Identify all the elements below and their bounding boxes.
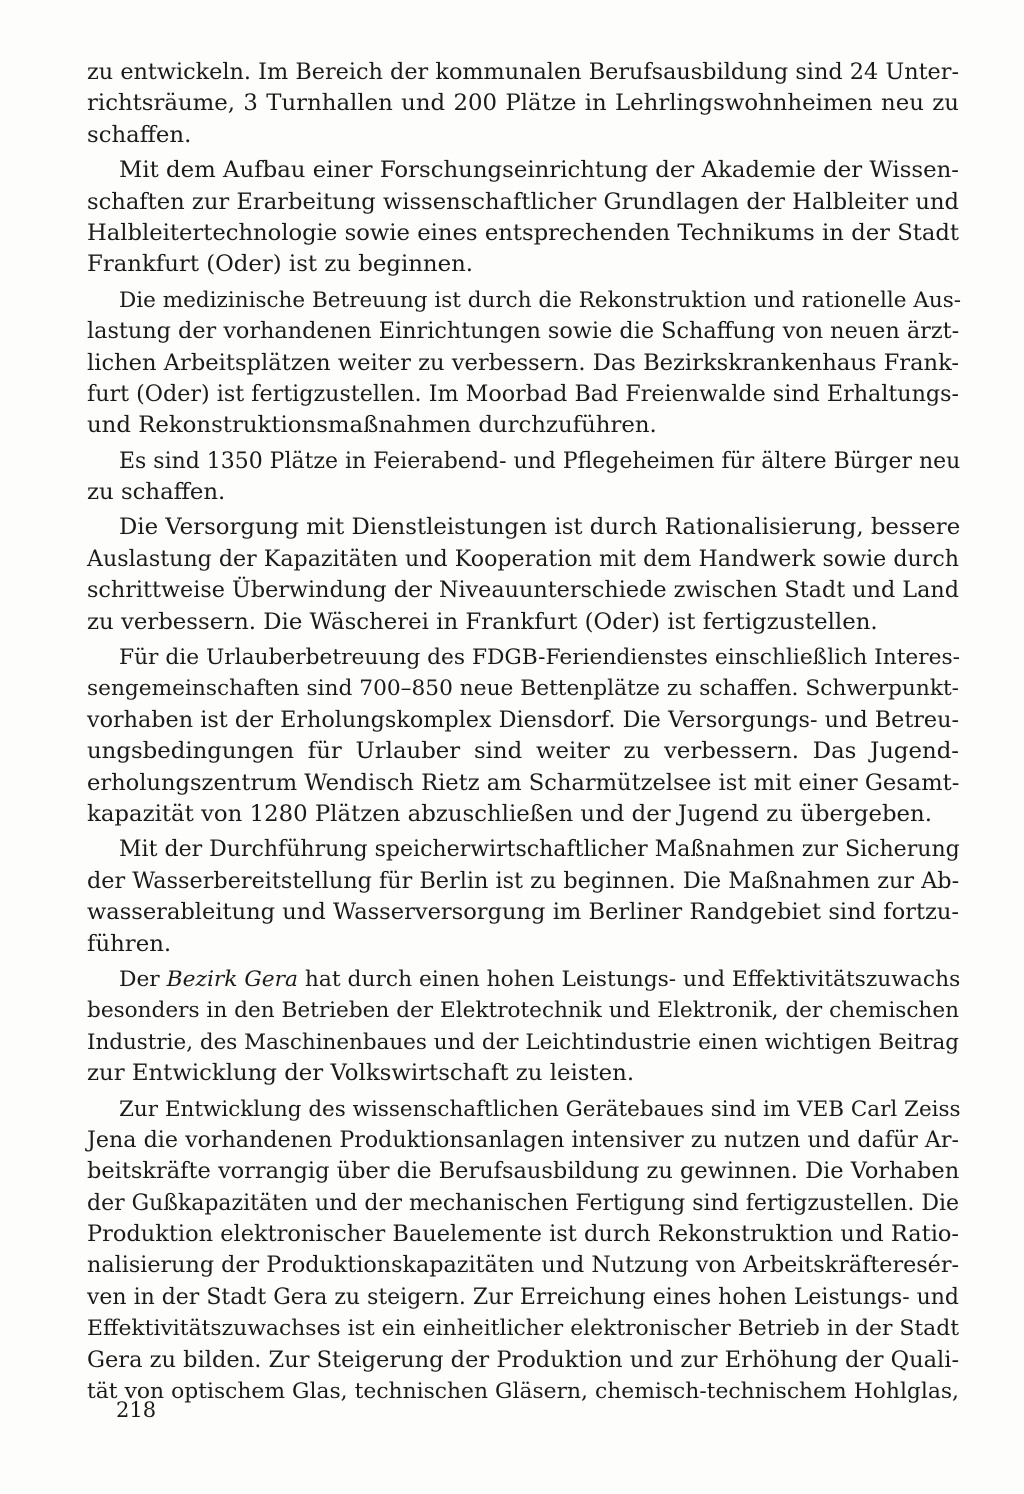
- text-line: Mit der Durchführung speicherwirtschaftlicher Maßnahmen zur Sicherung: [119, 837, 960, 863]
- text-line: besonders in den Betrieben der Elektrotechnik und Elektronik, der chemischen: [87, 998, 959, 1024]
- text-line: der Wasserbereitstellung für Berlin ist zu beginnen. Die Maßnahmen zur Ab-: [87, 867, 960, 894]
- text-line: [87, 964, 959, 995]
- text-line: wasserableitung und Wasserversorgung im Berliner Randgebiet sind fortzu-: [87, 899, 959, 926]
- paragraph: [87, 57, 959, 151]
- text-line: zu schaffen.: [87, 479, 226, 506]
- text-line: Gera zu bilden. Zur Steigerung der Produktion und zur Erhöhung der Quali-: [87, 1346, 960, 1373]
- text-line: vorhaben ist der Erholungskomplex Diensdorf. Die Versorgungs- und Betreu-: [87, 706, 959, 733]
- text-line: zu entwickeln. Im Bereich der kommunalen Berufsausbildung sind 24 Unter-: [87, 59, 959, 85]
- text-line: richtsräume, 3 Turnhallen und 200 Plätze in Lehrlingswohnheimen neu zu: [87, 90, 959, 117]
- text-run: Der: [119, 966, 160, 992]
- text-line: Es sind 1350 Plätze in Feierabend- und Pflegeheimen für ältere Bürger neu: [119, 448, 961, 474]
- text-line: nalisierung der Produktionskapazitäten und Nutzung von Arbeitskräfteresér-: [87, 1252, 959, 1279]
- text-line: zur Entwicklung der Volkswirtschaft zu leisten.: [87, 1060, 635, 1087]
- paragraph: [87, 642, 959, 830]
- paragraph: [87, 446, 959, 509]
- text-line: ven in der Stadt Gera zu steigern. Zur Erreichung eines hohen Leistungs- und: [87, 1284, 959, 1310]
- text-line: Auslastung der Kapazitäten und Kooperation mit dem Handwerk sowie durch: [87, 545, 959, 572]
- emphasized-term: Bezirk Gera: [166, 966, 299, 992]
- text-line: zu verbessern. Die Wäscherei in Frankfurt (Oder) ist fertigzustellen.: [87, 608, 878, 635]
- text-line: kapazität von 1280 Plätzen abzuschließen und der Jugend zu übergeben.: [87, 800, 932, 827]
- page-number: 218: [116, 1398, 157, 1422]
- text-line: lichen Arbeitsplätzen weiter zu verbessern. Das Bezirkskrankenhaus Frank-: [87, 349, 959, 376]
- text-line: tät von optischem Glas, technischen Gläsern, chemisch-technischem Hohlglas,: [87, 1379, 959, 1405]
- paragraph: [87, 834, 959, 960]
- paragraph: [87, 512, 959, 638]
- text-line: Die Versorgung mit Dienstleistungen ist durch Rationalisierung, bessere: [119, 514, 961, 541]
- text-line: Zur Entwicklung des wissenschaftlichen Gerätebaues sind im VEB Carl Zeiss: [119, 1096, 961, 1122]
- text-line: sengemeinschaften sind 700–850 neue Bettenplätze zu schaffen. Schwerpunkt-: [87, 676, 959, 702]
- text-line: der Gußkapazitäten und der mechanischen Fertigung sind fertigzustellen. Die: [87, 1190, 959, 1216]
- text-line: furt (Oder) ist fertigzustellen. Im Moorbad Bad Freienwalde sind Erhaltungs-: [87, 380, 959, 407]
- body-text: [87, 57, 962, 1407]
- text-line: beitskräfte vorrangig über die Berufsausbildung zu gewinnen. Die Vorhaben: [87, 1158, 960, 1185]
- text-run: hat durch einen hohen Leistungs- und Effektivitätszuwachs: [298, 966, 961, 992]
- text-line: Effektivitätszuwachses ist ein einheitlicher elektronischer Betrieb in der Stadt: [87, 1316, 959, 1342]
- text-line: Produktion elektronischer Bauelemente ist durch Rekonstruktion und Ratio-: [87, 1221, 959, 1248]
- text-line: schaffen.: [87, 121, 192, 148]
- text-line: schrittweise Überwindung der Niveauunterschiede zwischen Stadt und Land: [87, 577, 959, 604]
- paragraph: [87, 285, 962, 442]
- text-line: führen.: [87, 930, 172, 957]
- text-line: erholungszentrum Wendisch Rietz am Scharmützelsee ist mit einer Gesamt-: [87, 769, 960, 796]
- text-line: Industrie, des Maschinenbaues und der Leichtindustrie einen wichtigen Beitrag: [87, 1029, 959, 1055]
- text-line: lastung der vorhandenen Einrichtungen sowie die Schaffung von neuen ärzt-: [87, 318, 960, 345]
- text-line: Frankfurt (Oder) ist zu beginnen.: [87, 251, 474, 278]
- text-line: Halbleitertechnologie sowie eines entsprechenden Technikums in der Stadt: [87, 219, 959, 246]
- paragraph: [87, 1094, 959, 1408]
- text-line: Für die Urlauberbetreuung des FDGB-Feriendienstes einschließlich Interes-: [119, 645, 961, 671]
- text-line: Mit dem Aufbau einer Forschungseinrichtung der Akademie der Wissen-: [119, 157, 959, 184]
- text-line: schaften zur Erarbeitung wissenschaftlicher Grundlagen der Halbleiter und: [87, 188, 959, 215]
- text-line: Die medizinische Betreuung ist durch die Rekonstruktion und rationelle Aus-: [119, 287, 962, 313]
- paragraph: [87, 155, 959, 281]
- text-line: ungsbedingungen für Urlauber sind weiter zu verbessern. Das Jugend-: [87, 738, 959, 765]
- text-line: Jena die vorhandenen Produktionsanlagen intensiver zu nutzen und dafür Ar-: [87, 1126, 959, 1153]
- text-line: und Rekonstruktionsmaßnahmen durchzuführen.: [87, 412, 657, 439]
- paragraph: [87, 964, 959, 1090]
